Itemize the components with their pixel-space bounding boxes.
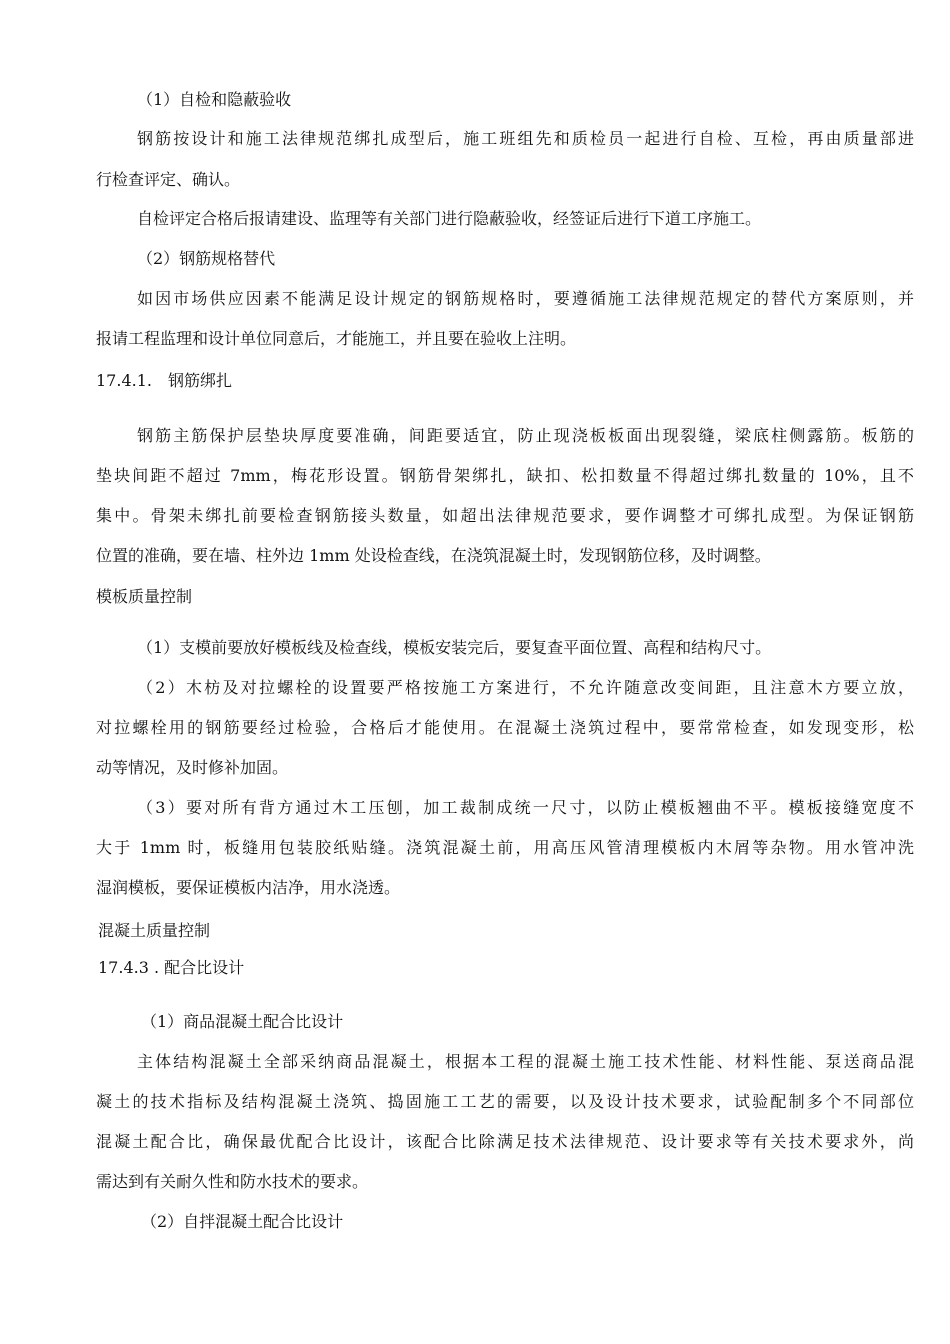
section-heading-concrete: 混凝土质量控制	[98, 921, 211, 940]
paragraph-line: 位置的准确，要在墙、柱外边 1mm 处设检查线，在浇筑混凝土时，发现钢筋位移，及时调整。	[96, 546, 771, 565]
section-heading-site-mix: （2）自拌混凝土配合比设计	[141, 1212, 344, 1231]
paragraph-line: 动等情况，及时修补加固。	[96, 758, 289, 777]
paragraph-line: 自检评定合格后报请建设、监理等有关部门进行隐蔽验收，经签证后进行下道工序施工。	[137, 209, 762, 228]
paragraph-line: 行检查评定、确认。	[96, 170, 241, 189]
section-heading-17-4-1: 17.4.1. 钢筋绑扎	[96, 371, 232, 390]
paragraph-line: 凝土的技术指标及结构混凝土浇筑、捣固施工工艺的需要，以及设计技术要求，试验配制多个不同部位	[96, 1092, 914, 1111]
paragraph-line: 需达到有关耐久性和防水技术的要求。	[96, 1172, 369, 1191]
section-heading-17-4-3: 17.4.3 . 配合比设计	[98, 958, 245, 977]
paragraph-line: 大于 1mm 时，板缝用包装胶纸贴缝。浇筑混凝土前，用高压风管清理模板内木屑等杂物。用水管冲洗	[96, 838, 914, 857]
section-heading-self-inspection: （1）自检和隐蔽验收	[137, 90, 292, 109]
paragraph-line: 如因市场供应因素不能满足设计规定的钢筋规格时，要遵循施工法律规范规定的替代方案原则，并	[137, 289, 914, 308]
section-heading-commercial-mix: （1）商品混凝土配合比设计	[141, 1012, 344, 1031]
paragraph-line: （1）支模前要放好模板线及检查线，模板安装完后，要复查平面位置、高程和结构尺寸。	[137, 638, 772, 657]
paragraph-line: 集中。骨架未绑扎前要检查钢筋接头数量，如超出法律规范要求，要作调整才可绑扎成型。为保证钢筋	[96, 506, 914, 525]
paragraph-line: 钢筋按设计和施工法律规范绑扎成型后，施工班组先和质检员一起进行自检、互检，再由质量部进	[137, 129, 914, 148]
paragraph-line: （2）木枋及对拉螺栓的设置要严格按施工方案进行，不允许随意改变间距，且注意木方要立放，	[137, 678, 914, 697]
paragraph-line: （3）要对所有背方通过木工压刨，加工裁制成统一尺寸，以防止模板翘曲不平。模板接缝宽度不	[137, 798, 914, 817]
paragraph-line: 对拉螺栓用的钢筋要经过检验，合格后才能使用。在混凝土浇筑过程中，要常常检查，如发现变形，松	[96, 718, 914, 737]
paragraph-line: 混凝土配合比，确保最优配合比设计，该配合比除满足技术法律规范、设计要求等有关技术要求外，尚	[96, 1132, 914, 1151]
section-heading-formwork: 模板质量控制	[96, 587, 193, 606]
paragraph-line: 湿润模板，要保证模板内洁净，用水浇透。	[96, 878, 401, 897]
paragraph-line: 报请工程监理和设计单位同意后，才能施工，并且要在验收上注明。	[96, 329, 577, 348]
section-heading-rebar-substitution: （2）钢筋规格替代	[137, 249, 276, 268]
paragraph-line: 主体结构混凝土全部采纳商品混凝土，根据本工程的混凝土施工技术性能、材料性能、泵送商品混	[137, 1052, 914, 1071]
paragraph-line: 钢筋主筋保护层垫块厚度要准确，间距要适宜，防止现浇板板面出现裂缝，梁底柱侧露筋。板筋的	[137, 426, 914, 445]
paragraph-line: 垫块间距不超过 7mm，梅花形设置。钢筋骨架绑扎，缺扣、松扣数量不得超过绑扎数量的 10%，且不	[96, 466, 914, 485]
